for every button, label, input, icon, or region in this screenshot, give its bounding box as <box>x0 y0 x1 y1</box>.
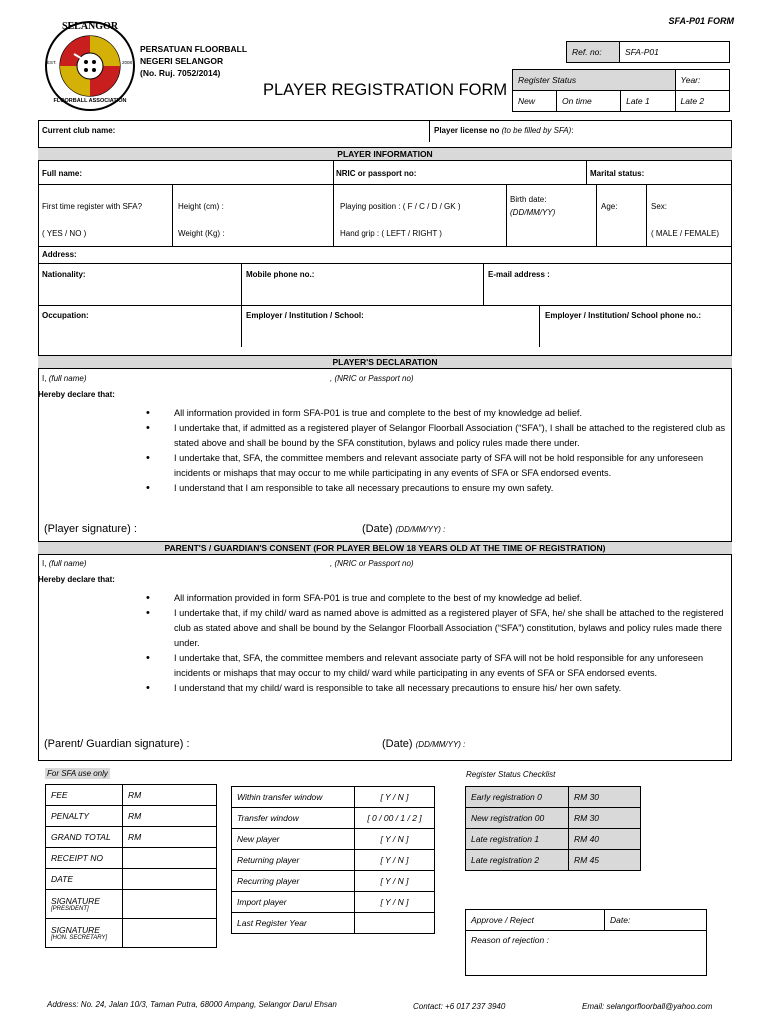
guardian-date-field[interactable]: (Date) (DD/MM/YY) : <box>382 738 466 750</box>
footer-contact: Contact: +6 017 237 3940 <box>413 1002 506 1011</box>
consent-item: • I undertake that, SFA, the committee members and relevant associate party of SFA will not be hold responsible for any unforeseen incidents or mishaps that may occur to my child/ ward while participating in any events of SFA or SFA endorsed events. <box>146 651 726 681</box>
declaration-name-line[interactable]: I, (full name) <box>42 374 87 383</box>
declaration-heading: PLAYER'S DECLARATION <box>38 355 732 369</box>
form-code: SFA-P01 FORM <box>668 16 734 26</box>
guardian-signature-field[interactable]: (Parent/ Guardian signature) : <box>44 738 190 750</box>
sex-field[interactable]: Sex: <box>651 202 668 211</box>
ref-label: Ref. no: <box>567 42 620 63</box>
consent-item: • All information provided in form SFA-P01 is true and complete to the best of my knowledge ad belief. <box>146 591 726 606</box>
status-late-1[interactable]: Late 1 <box>621 91 675 112</box>
consent-item: • I understand that my child/ ward is responsible to take all necessary precautions to ensure his/ her own safety. <box>146 681 726 696</box>
player-info-heading: PLAYER INFORMATION <box>38 147 732 161</box>
checklist-row-label: New registration 00 <box>466 808 569 829</box>
register-status-label: Register Status <box>513 70 676 91</box>
declaration-list <box>146 406 726 496</box>
transfer-row-value[interactable]: [ Y / N ] <box>355 829 435 850</box>
declaration-item: • I undertake that, SFA, the committee members and relevant associate party of SFA will not be hold responsible for any unforeseen incidents or mishaps that may occur to me while participating in any events of SFA or SFA endorsed events. <box>146 451 726 481</box>
register-year-field[interactable]: Year: <box>675 70 729 91</box>
org-name-line2: NEGERI SELANGOR <box>140 56 224 66</box>
status-new[interactable]: New <box>513 91 557 112</box>
logo-bottom-text: FLOORBALL ASSOCIATION <box>53 98 127 104</box>
current-club-label[interactable]: Current club name: <box>42 126 116 135</box>
footer-email[interactable]: Email: selangorfloorball@yahoo.com <box>582 1002 713 1011</box>
checklist-label: Register Status Checklist <box>466 770 556 779</box>
employer-phone-field[interactable]: Employer / Institution/ School phone no.: <box>545 311 701 320</box>
transfer-row-value[interactable]: [ Y / N ] <box>355 892 435 913</box>
footer-address: Address: No. 24, Jalan 10/3, Taman Putra, 68000 Ampang, Selangor Darul Ehsan <box>47 1000 337 1009</box>
approval-date-field[interactable]: Date: <box>605 910 707 931</box>
mobile-field[interactable]: Mobile phone no.: <box>246 270 315 279</box>
weight-field[interactable]: Weight (Kg) : <box>178 229 225 238</box>
marital-status-field[interactable]: Marital status: <box>590 169 645 178</box>
sfa-use-label: For SFA use only <box>47 769 108 778</box>
page-title: PLAYER REGISTRATION FORM <box>263 81 508 99</box>
status-on-time[interactable]: On time <box>557 91 621 112</box>
receipt-no-value[interactable] <box>123 848 217 869</box>
transfer-row-label: Last Register Year <box>232 913 355 934</box>
sex-options[interactable]: ( MALE / FEMALE) <box>651 229 720 238</box>
birth-date-field[interactable]: Birth date: <box>510 195 547 204</box>
logo-est: EST. <box>47 60 57 65</box>
grand-total-value[interactable]: RM <box>123 827 217 848</box>
sfa-use-table <box>45 784 217 948</box>
transfer-row-value[interactable] <box>355 913 435 934</box>
license-field[interactable]: Player license no (to be filled by SFA): <box>434 126 574 135</box>
checklist-row-label: Late registration 2 <box>466 850 569 871</box>
declaration-item: • All information provided in form SFA-P01 is true and complete to the best of my knowledge ad belief. <box>146 406 726 421</box>
logo-top-text: SELANGOR <box>61 21 119 32</box>
approve-reject-field[interactable]: Approve / Reject <box>466 910 605 931</box>
fee-label: FEE <box>46 785 123 806</box>
height-field[interactable]: Height (cm) : <box>178 202 224 211</box>
nationality-field[interactable]: Nationality: <box>42 270 86 279</box>
checklist-table <box>465 786 641 871</box>
playing-position-field[interactable]: Playing position : ( F / C / D / GK ) <box>340 202 461 211</box>
transfer-row-label: Transfer window <box>232 808 355 829</box>
transfer-row-label: New player <box>232 829 355 850</box>
consent-name-line[interactable]: I, (full name) <box>42 559 87 568</box>
secretary-signature-value[interactable] <box>123 919 217 948</box>
ref-value[interactable]: SFA-P01 <box>620 42 730 63</box>
first-time-label: First time register with SFA? <box>42 202 143 211</box>
penalty-label: PENALTY <box>46 806 123 827</box>
president-signature-value[interactable] <box>123 890 217 919</box>
checklist-row-value: RM 30 <box>569 787 641 808</box>
consent-nric-line[interactable]: , (NRIC or Passport no) <box>330 559 414 568</box>
email-field[interactable]: E-mail address : <box>488 270 550 279</box>
checklist-row-label: Early registration 0 <box>466 787 569 808</box>
penalty-value[interactable]: RM <box>123 806 217 827</box>
transfer-row-label: Within transfer window <box>232 787 355 808</box>
checklist-row-value: RM 30 <box>569 808 641 829</box>
secretary-signature-label: SIGNATURE [HON. SECRETARY] <box>46 919 123 948</box>
grand-total-label: GRAND TOTAL <box>46 827 123 848</box>
transfer-row-value[interactable]: [ Y / N ] <box>355 850 435 871</box>
first-time-options[interactable]: ( YES / NO ) <box>42 229 87 238</box>
employer-field[interactable]: Employer / Institution / School: <box>246 311 364 320</box>
declaration-item: • I understand that I am responsible to take all necessary precautions to ensure my own safety. <box>146 481 726 496</box>
hand-grip-field[interactable]: Hand grip : ( LEFT / RIGHT ) <box>340 229 442 238</box>
rejection-reason-field[interactable]: Reason of rejection : <box>466 931 707 976</box>
association-logo <box>44 20 136 112</box>
status-late-2[interactable]: Late 2 <box>675 91 729 112</box>
org-name-line1: PERSATUAN FLOORBALL <box>140 44 248 54</box>
nric-field[interactable]: NRIC or passport no: <box>336 169 417 178</box>
checklist-row-label: Late registration 1 <box>466 829 569 850</box>
consent-list <box>146 591 726 696</box>
transfer-row-value[interactable]: [ Y / N ] <box>355 787 435 808</box>
transfer-row-value[interactable]: [ Y / N ] <box>355 871 435 892</box>
player-date-field[interactable]: (Date) (DD/MM/YY) : <box>362 523 446 535</box>
date-label: DATE <box>46 869 123 890</box>
date-value[interactable] <box>123 869 217 890</box>
logo-year: 2008 <box>122 60 133 65</box>
consent-item: • I undertake that, if my child/ ward as named above is admitted as a registered player of SFA, he/ she shall be attached to the registered club as stated above and shall be bound by the Selangor Floorball Association (“SFA”) constitution, bylaws and policy rules made there under. <box>146 606 726 651</box>
birth-date-format: (DD/MM/YY) <box>510 208 556 217</box>
occupation-field[interactable]: Occupation: <box>42 311 89 320</box>
approval-table <box>465 909 707 976</box>
checklist-row-value: RM 40 <box>569 829 641 850</box>
address-field[interactable]: Address: <box>42 250 77 259</box>
declaration-hereby: Hereby declare that: <box>38 390 115 399</box>
org-ref: (No. Ruj. 7052/2014) <box>140 68 221 78</box>
transfer-row-label: Returning player <box>232 850 355 871</box>
consent-heading: PARENT'S / GUARDIAN'S CONSENT (FOR PLAYER BELOW 18 YEARS OLD AT THE TIME OF REGISTRATION) <box>38 541 732 555</box>
age-field[interactable]: Age: <box>601 202 618 211</box>
fee-value[interactable]: RM <box>123 785 217 806</box>
transfer-table <box>231 786 435 934</box>
transfer-row-label: Recurring player <box>232 871 355 892</box>
consent-hereby: Hereby declare that: <box>38 575 115 584</box>
player-signature-field[interactable]: (Player signature) : <box>44 523 137 535</box>
receipt-no-label: RECEIPT NO <box>46 848 123 869</box>
transfer-row-value[interactable]: [ 0 / 00 / 1 / 2 ] <box>355 808 435 829</box>
president-signature-label: SIGNATURE [PRESIDENT] <box>46 890 123 919</box>
checklist-row-value: RM 45 <box>569 850 641 871</box>
full-name-field[interactable]: Full name: <box>42 169 83 178</box>
declaration-nric-line[interactable]: , (NRIC or Passport no) <box>330 374 414 383</box>
transfer-row-label: Import player <box>232 892 355 913</box>
declaration-item: • I undertake that, if admitted as a registered player of Selangor Floorball Association (“SFA”), I shall be attached to the registered club as stated above and shall be bound by the SFA constitution, bylaws and policy rules made there under. <box>146 421 726 451</box>
